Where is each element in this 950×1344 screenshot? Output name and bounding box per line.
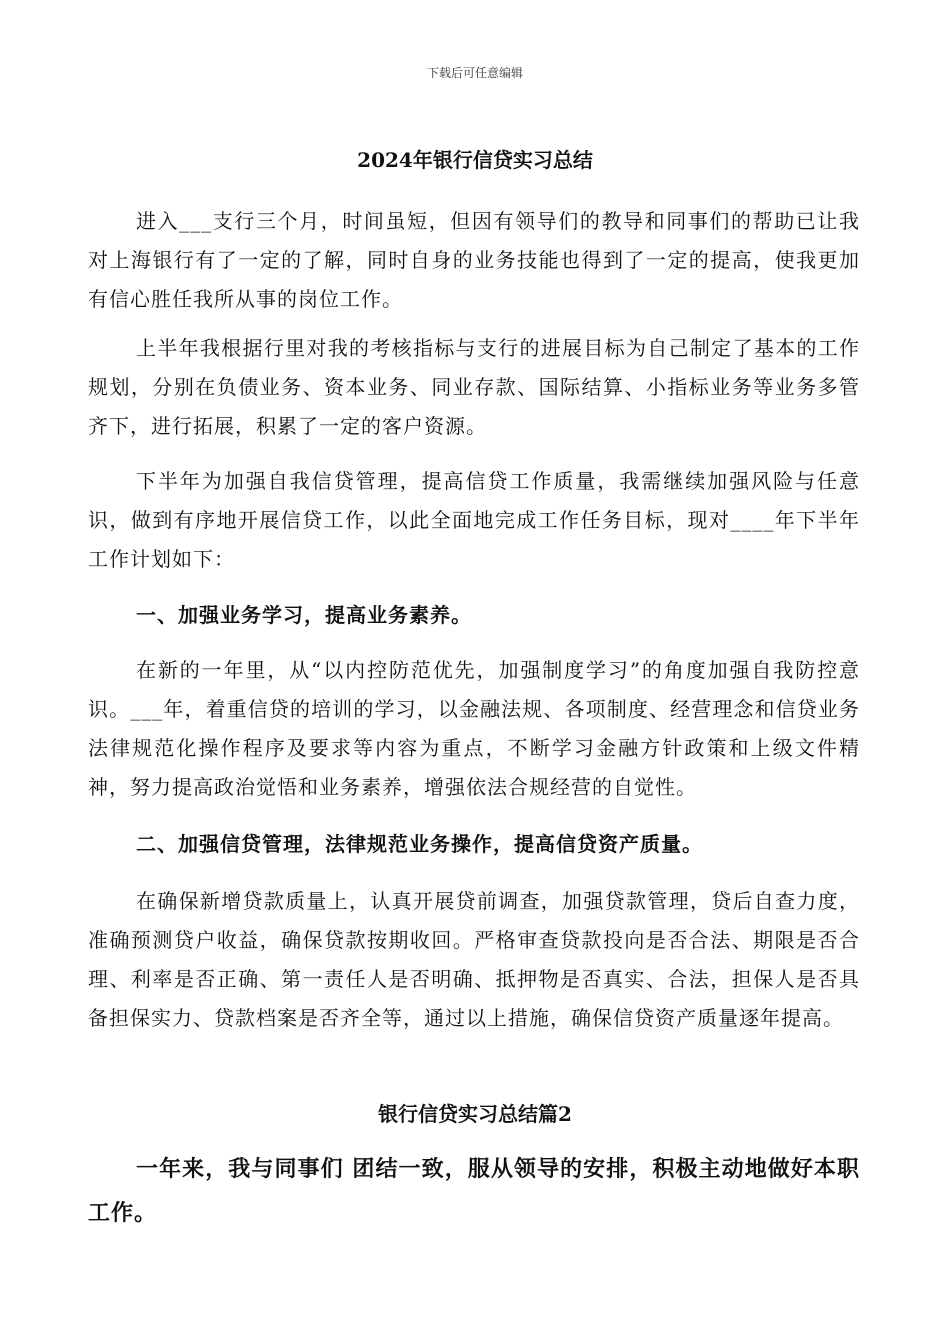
- document-title: 2024年银行信贷实习总结: [357, 148, 593, 172]
- paragraph-first-half: 上半年我根据行里对我的考核指标与支行的进展目标为自己制定了基本的工作规划，分别在负债业务、资本业务、同业存款、国际结算、小指标业务等业务多管齐下，进行拓展，积累了一定的客户资源。: [88, 336, 860, 438]
- final-heading: 一年来，我与同事们 团结一致，服从领导的安排，积极主动地做好本职工作。: [88, 1156, 860, 1226]
- section-heading-2: 二、加强信贷管理，法律规范业务操作，提高信贷资产质量。: [136, 832, 703, 856]
- section-heading-1: 一、加强业务学习，提高业务素养。: [136, 603, 472, 627]
- paragraph-section-1: 在新的一年里，从“以内控防范优先，加强制度学习”的角度加强自我防控意识。___年，着重信贷的培训的学习，以金融法规、各项制度、经营理念和信贷业务法律规范化操作程序及要求等内容为重点，不断学习金融方针政策和上级文件精神，努力提高政治觉悟和业务素养，增强依法合规经营的自觉性。: [88, 658, 860, 799]
- header-note: 下载后可任意编辑: [426, 66, 523, 80]
- paragraph-second-half: 下半年为加强自我信贷管理，提高信贷工作质量，我需继续加强风险与任意识，做到有序地开展信贷工作，以此全面地完成工作任务目标，现对____年下半年工作计划如下：: [88, 469, 860, 571]
- document-subtitle: 银行信贷实习总结篇2: [378, 1102, 572, 1126]
- paragraph-section-2: 在确保新增贷款质量上，认真开展贷前调查，加强贷款管理，贷后自查力度，准确预测贷户收益，确保贷款按期收回。严格审查贷款投向是否合法、期限是否合理、利率是否正确、第一责任人是否明确、抵押物是否真实、合法，担保人是否具备担保实力、贷款档案是否齐全等，通过以上措施，确保信贷资产质量逐年提高。: [88, 889, 860, 1030]
- paragraph-intro: 进入___支行三个月，时间虽短，但因有领导们的教导和同事们的帮助已让我对上海银行有了一定的了解，同时自身的业务技能也得到了一定的提高，使我更加有信心胜任我所从事的岗位工作。: [88, 209, 860, 311]
